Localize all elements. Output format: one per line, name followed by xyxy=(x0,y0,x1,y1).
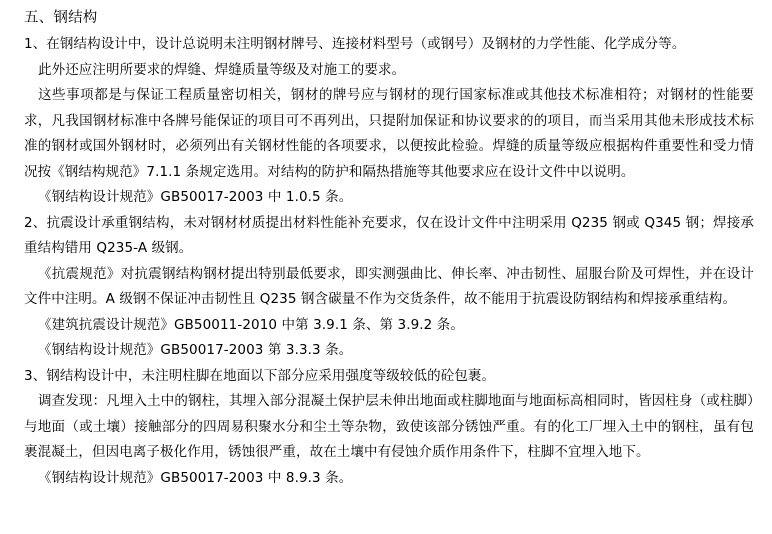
paragraph-11: 《钢结构设计规范》GB50017-2003 中 8.9.3 条。 xyxy=(38,469,353,486)
paragraph-4: 《钢结构设计规范》GB50017-2003 中 1.0.5 条。 xyxy=(38,189,353,205)
paragraph-9: 3、钢结构设计中，未注明柱脚在地面以下部分应采用强度等级较低的砼包裹。 xyxy=(24,367,496,384)
paragraph-10: 调查发现：凡埋入土中的钢柱，其埋入部分混凝土保护层未伸出地面或柱脚地面与地面标高相同时，皆因柱身（或柱脚）与地面（或土壤）接触部分的四周易积聚水分和尘土等杂物，致使该部分锈蚀严重。有的化工厂埋入土中的钢柱，虽有包裹混凝土，但因电离子极化作用，锈蚀很严重，故在土壤中有侵蚀介质作用条件下，柱脚不宜埋入地下。 xyxy=(24,393,754,460)
paragraph-7: 《建筑抗震设计规范》GB50011-2010 中第 3.9.1 条、第 3.9.2 条。 xyxy=(38,316,464,333)
page-title: 五、钢结构 xyxy=(24,10,98,26)
paragraph-8: 《钢结构设计规范》GB50017-2003 第 3.3.3 条。 xyxy=(38,342,353,358)
paragraph-2: 此外还应注明所要求的焊缝、焊缝质量等级及对施工的要求。 xyxy=(38,61,406,78)
paragraph-5: 2、抗震设计承重钢结构，未对钢材材质提出材料性能补充要求，仅在设计文件中注明采用 Q235 钢或 Q345 钢；焊接承重结构错用 Q235-A 级钢。 xyxy=(24,214,754,256)
paragraph-6: 《抗震规范》对抗震钢结构钢材提出特别最低要求，即实测强曲比、伸长率、冲击韧性、屈服台阶及可焊性，并在设计文件中注明。A 级钢不保证冲击韧性且 Q235 钢含碳量不作为交货条件，故不能用于抗震设防钢结构和焊接承重结构。 xyxy=(24,265,754,307)
paragraph-3: 这些事项都是与保证工程质量密切相关，钢材的牌号应与钢材的现行国家标准或其他技术标准相符；对钢材的性能要求，凡我国钢材标准中各牌号能保证的项目可不再列出，只提附加保证和协议要求的的项目，而当采用其他未形成技术标准的钢材或国外钢材时，必须列出有关钢材性能的各项要求，以便按此检验。焊缝的质量等级应根据构件重要性和受力情况按《钢结构规范》7.1.1 条规定选用。对结构的防护和隔热措施等其他要求应在设计文件中以说明。 xyxy=(24,87,754,180)
paragraph-1: 1、在钢结构设计中，设计总说明未注明钢材牌号、连接材料型号（或钢号）及钢材的力学性能、化学成分等。 xyxy=(24,36,686,52)
